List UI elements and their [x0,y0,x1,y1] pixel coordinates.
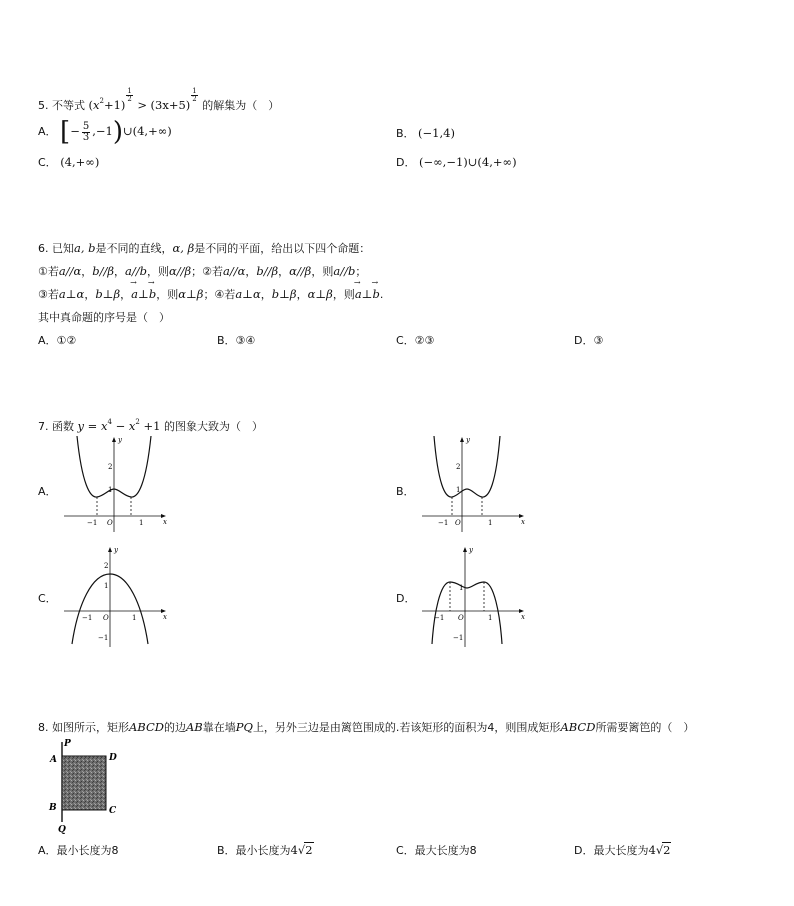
svg-text:y: y [469,546,473,554]
svg-text:C: C [109,806,117,816]
svg-text:1: 1 [108,486,113,494]
q8-option-c[interactable]: C．最大长度为8 [396,844,477,857]
svg-text:−1: −1 [87,519,98,527]
svg-text:2: 2 [104,562,109,570]
svg-text:Q: Q [58,825,66,834]
svg-text:2: 2 [456,463,461,471]
svg-text:B: B [49,803,57,813]
q7-graph-c [62,544,172,649]
svg-text:1: 1 [132,614,137,622]
question-8-stem: 8. 如图所示，矩形ABCD的边AB靠在墙PQ上，另外三边是由篱笆围成的.若该矩形的面积为4，则围成矩形ABCD所需要篱笆的（ ） [38,720,695,734]
q7-option-c[interactable]: C． [38,592,57,605]
svg-text:O: O [458,614,464,622]
q6-option-d[interactable]: D．③ [574,334,604,347]
q7-option-a[interactable]: A． [38,485,57,498]
q6-option-c[interactable]: C．②③ [396,334,435,347]
svg-text:−1: −1 [98,634,109,642]
q6-option-b[interactable]: B．③④ [217,334,256,347]
svg-text:1: 1 [488,614,493,622]
q8-option-b[interactable]: B．最小长度为4√2 [217,843,313,857]
q5-option-b[interactable]: B． (−1,4) [396,126,455,140]
q8-option-a[interactable]: A．最小长度为8 [38,844,119,857]
svg-text:y: y [114,546,118,554]
svg-text:x: x [521,518,525,526]
svg-text:D: D [109,753,117,763]
svg-text:−1: −1 [434,614,445,622]
svg-text:O: O [107,519,113,527]
svg-text:x: x [521,613,525,621]
svg-text:1: 1 [456,486,461,494]
question-5-stem: 5. 不等式 $(x^2+1)$ $\frac{1}{2}$ > (3x+5) $\frac{1}{2}$ 的解集为（ ） [38,87,280,112]
q7-option-d[interactable]: D． [396,592,416,605]
svg-text:2: 2 [108,463,113,471]
q7-graph-b [420,434,530,534]
svg-text:1: 1 [488,519,493,527]
svg-text:O: O [455,519,461,527]
question-6-stem: 6. 已知a, b是不同的直线，α, β是不同的平面，给出以下四个命题： [38,241,371,255]
svg-text:−1: −1 [453,634,464,642]
q6-question-line: 其中真命题的序号是（ ） [38,311,170,324]
q5-option-d[interactable]: D． (−∞,−1)∪(4,+∞) [396,155,517,169]
q7-graph-d [420,544,530,649]
q6-proposition-line-1: ①若a//α，b//β，a//b，则α//β；②若a//α，b//β，α//β，则a//b； [38,264,367,278]
svg-text:−1: −1 [438,519,449,527]
svg-text:y: y [466,436,470,444]
svg-text:P: P [64,739,71,749]
svg-text:x: x [163,518,167,526]
svg-text:1: 1 [104,582,109,590]
q6-proposition-line-2: ③若a⊥α，b⊥β，→ a⊥→ b，则α⊥β；④若a⊥α，b⊥β，α⊥β，则→ a⊥→ b. [38,286,383,302]
q7-option-b[interactable]: B． [396,485,415,498]
q5-option-c[interactable]: C． (4,+∞) [38,155,100,169]
svg-text:−1: −1 [82,614,93,622]
svg-text:y: y [118,436,122,444]
question-7-stem: 7. 函数 $y = x^4 - x^2 +1$ 的图象大致为（ ） [38,418,263,433]
svg-text:1: 1 [139,519,144,527]
q8-fence-diagram [44,738,126,834]
q8-option-d[interactable]: D．最大长度为4√2 [574,843,671,857]
q6-option-a[interactable]: A．①② [38,334,77,347]
q5-option-a[interactable]: A． [− $\frac{5}{3}$ ,−1)∪(4,+∞) [38,117,172,147]
svg-text:O: O [103,614,109,622]
q5-rhs: (3x+5) $\frac{1}{2}$ [150,87,197,112]
svg-text:x: x [163,613,167,621]
svg-text:A: A [50,755,57,765]
q5-lhs: $(x^2+1)$ $\frac{1}{2}$ [88,87,132,112]
q7-graph-a [62,434,172,534]
svg-text:1: 1 [459,584,464,592]
